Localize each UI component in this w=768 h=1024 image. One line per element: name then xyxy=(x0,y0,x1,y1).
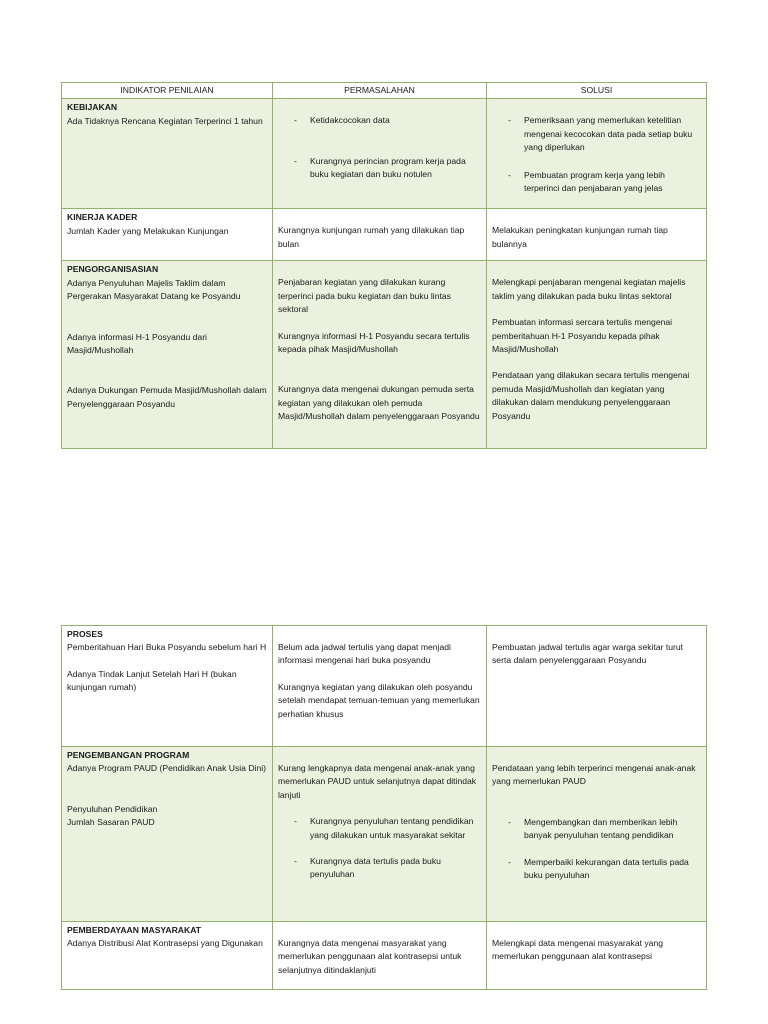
list-item: - Kurangnya perincian program kerja pada buku kegiatan dan buku notulen xyxy=(278,155,481,182)
section-title: PROSES xyxy=(67,629,103,639)
solution-list xyxy=(492,114,701,195)
assessment-table-2 xyxy=(61,625,707,990)
kebijakan-solution-cell xyxy=(487,99,707,209)
problem-text: Kurangnya data mengenai masyarakat yang memerlukan penggunaan alat kontrasepsi untuk selanjutnya ditindaklanjuti xyxy=(278,938,462,975)
kebijakan-indicator-cell xyxy=(62,99,273,209)
solution-list xyxy=(492,816,701,883)
problem-text: Penjabaran kegiatan yang dilakukan kurang terperinci pada buku kegiatan dan buku lintas sektoral xyxy=(278,277,451,315)
table-row-pengorganisasian xyxy=(62,261,707,449)
pengorganisasian-indicator-cell xyxy=(62,261,273,449)
indicator-text: Penyuluhan Pendidikan xyxy=(67,803,158,814)
kinerja-indicator-cell xyxy=(62,209,273,261)
indicator-text: Ada Tidaknya Rencana Kegiatan Terperinci 1 tahun xyxy=(67,115,263,126)
header-permasalahan: PERMASALAHAN xyxy=(273,83,487,99)
pengorganisasian-solution-cell xyxy=(487,261,707,449)
solution-text: Pendataan yang dilakukan secara tertulis mengenai pemuda Masjid/Mushollah dan kegiatan yang dilakukan dalam mendukung penyelenggaraan Posyandu xyxy=(492,370,690,421)
indicator-text: Pemberitahuan Hari Buka Posyandu sebelum hari H xyxy=(67,642,267,653)
solution-text: Pendataan yang lebih terperinci mengenai anak-anak yang memerlukan PAUD xyxy=(492,763,696,787)
problem-text: Kurangnya kegiatan yang dilakukan oleh posyandu setelah mendapat temuan-temuan yang memerlukan perhatian khusus xyxy=(278,681,480,719)
solution-text: Melengkapi penjabaran mengenai kegiatan majelis taklim yang dilakukan pada buku lintas sektoral xyxy=(492,277,686,301)
solution-text: Melengkapi data mengenai masyarakat yang memerlukan penggunaan alat kontrasepsi xyxy=(492,938,664,962)
list-item: - Pembuatan program kerja yang lebih terperinci dan penjabaran yang jelas xyxy=(492,169,701,196)
kinerja-solution-cell xyxy=(487,209,707,261)
indicator-text: Adanya Dukungan Pemuda Masjid/Mushollah dalam Penyelenggaraan Posyandu xyxy=(67,385,267,409)
indicator-text: Adanya informasi H-1 Posyandu dari Masjid/Mushollah xyxy=(67,331,207,356)
indicator-text: Jumlah Kader yang Melakukan Kunjungan xyxy=(67,225,229,236)
problem-text: Kurang lengkapnya data mengenai anak-anak yang memerlukan PAUD untuk selanjutnya dapat ditindak lanjuti xyxy=(278,763,477,800)
solution-text: Pembuatan informasi sercara tertulis mengenai pemberitahuan H-1 Posyandu kepada pihak Masjid/Mushollah xyxy=(492,317,673,355)
header-indikator: INDIKATOR PENILAIAN xyxy=(62,83,273,99)
proses-indicator-cell xyxy=(62,626,273,747)
pemberdayaan-problem-cell xyxy=(273,922,487,990)
table-row-kebijakan xyxy=(62,99,707,209)
header-solusi: SOLUSI xyxy=(487,83,707,99)
problem-list xyxy=(278,815,481,882)
indicator-text: Adanya Penyuluhan Majelis Taklim dalam Pergerakan Masyarakat Datang ke Posyandu xyxy=(67,277,241,302)
problem-text: Kurangnya informasi H-1 Posyandu secara tertulis kepada pihak Masjid/Mushollah xyxy=(278,330,470,355)
indicator-text: Adanya Program PAUD (Pendidikan Anak Usia Dini) xyxy=(67,763,267,774)
table-row-pengembangan xyxy=(62,747,707,922)
list-item: - Ketidakcocokan data xyxy=(278,114,481,127)
solution-text: Pembuatan jadwal tertulis agar warga sekitar turut serta dalam penyelenggaraan Posyandu xyxy=(492,642,684,666)
section-title: PENGORGANISASIAN xyxy=(67,264,159,275)
problem-list xyxy=(278,114,481,181)
kinerja-problem-cell xyxy=(273,209,487,261)
solution-text: Melakukan peningkatan kunjungan rumah tiap bulannya xyxy=(492,225,668,249)
problem-text: Kurangnya data mengenai dukungan pemuda serta kegiatan yang dilakukan oleh pemuda Masjid/Mushollah dalam penyelenggaraan Posyandu xyxy=(278,384,480,422)
list-item: - Pemeriksaan yang memerlukan ketelitian mengenai kecocokan data pada setiap buku yang diperlukan xyxy=(492,114,701,154)
indicator-text: Adanya Distribusi Alat Kontrasepsi yang Digunakan xyxy=(67,938,263,949)
problem-text: Kurangnya kunjungan rumah yang dilakukan tiap bulan xyxy=(278,225,465,249)
indicator-text: Adanya Tindak Lanjut Setelah Hari H (bukan kunjungan rumah) xyxy=(67,668,237,693)
proses-solution-cell xyxy=(487,626,707,747)
pemberdayaan-solution-cell xyxy=(487,922,707,990)
list-item: - Kurangnya data tertulis pada buku penyuluhan xyxy=(278,855,481,882)
table-header-row xyxy=(62,83,707,99)
pengembangan-indicator-cell xyxy=(62,747,273,922)
table-row-kinerja xyxy=(62,209,707,261)
problem-text: Belum ada jadwal tertulis yang dapat menjadi informasi mengenai hari buka posyandu xyxy=(278,642,451,666)
assessment-table-1 xyxy=(61,82,707,449)
kebijakan-problem-cell xyxy=(273,99,487,209)
pemberdayaan-indicator-cell xyxy=(62,922,273,990)
section-title: PENGEMBANGAN PROGRAM xyxy=(67,750,190,760)
table-row-proses xyxy=(62,626,707,747)
section-title: KEBIJAKAN xyxy=(67,102,118,113)
pengorganisasian-problem-cell xyxy=(273,261,487,449)
list-item: - Mengembangkan dan memberikan lebih banyak penyuluhan tentang pendidikan xyxy=(492,816,701,843)
section-title: PEMBERDAYAAN MASYARAKAT xyxy=(67,925,202,935)
indicator-text: Jumlah Sasaran PAUD xyxy=(67,817,155,828)
pengembangan-problem-cell xyxy=(273,747,487,922)
pengembangan-solution-cell xyxy=(487,747,707,922)
list-item: - Kurangnya penyuluhan tentang pendidikan yang dilakukan untuk masyarakat sekitar xyxy=(278,815,481,842)
section-title: KINERJA KADER xyxy=(67,212,138,223)
table-row-pemberdayaan xyxy=(62,922,707,990)
proses-problem-cell xyxy=(273,626,487,747)
list-item: - Memperbaiki kekurangan data tertulis pada buku penyuluhan xyxy=(492,856,701,883)
